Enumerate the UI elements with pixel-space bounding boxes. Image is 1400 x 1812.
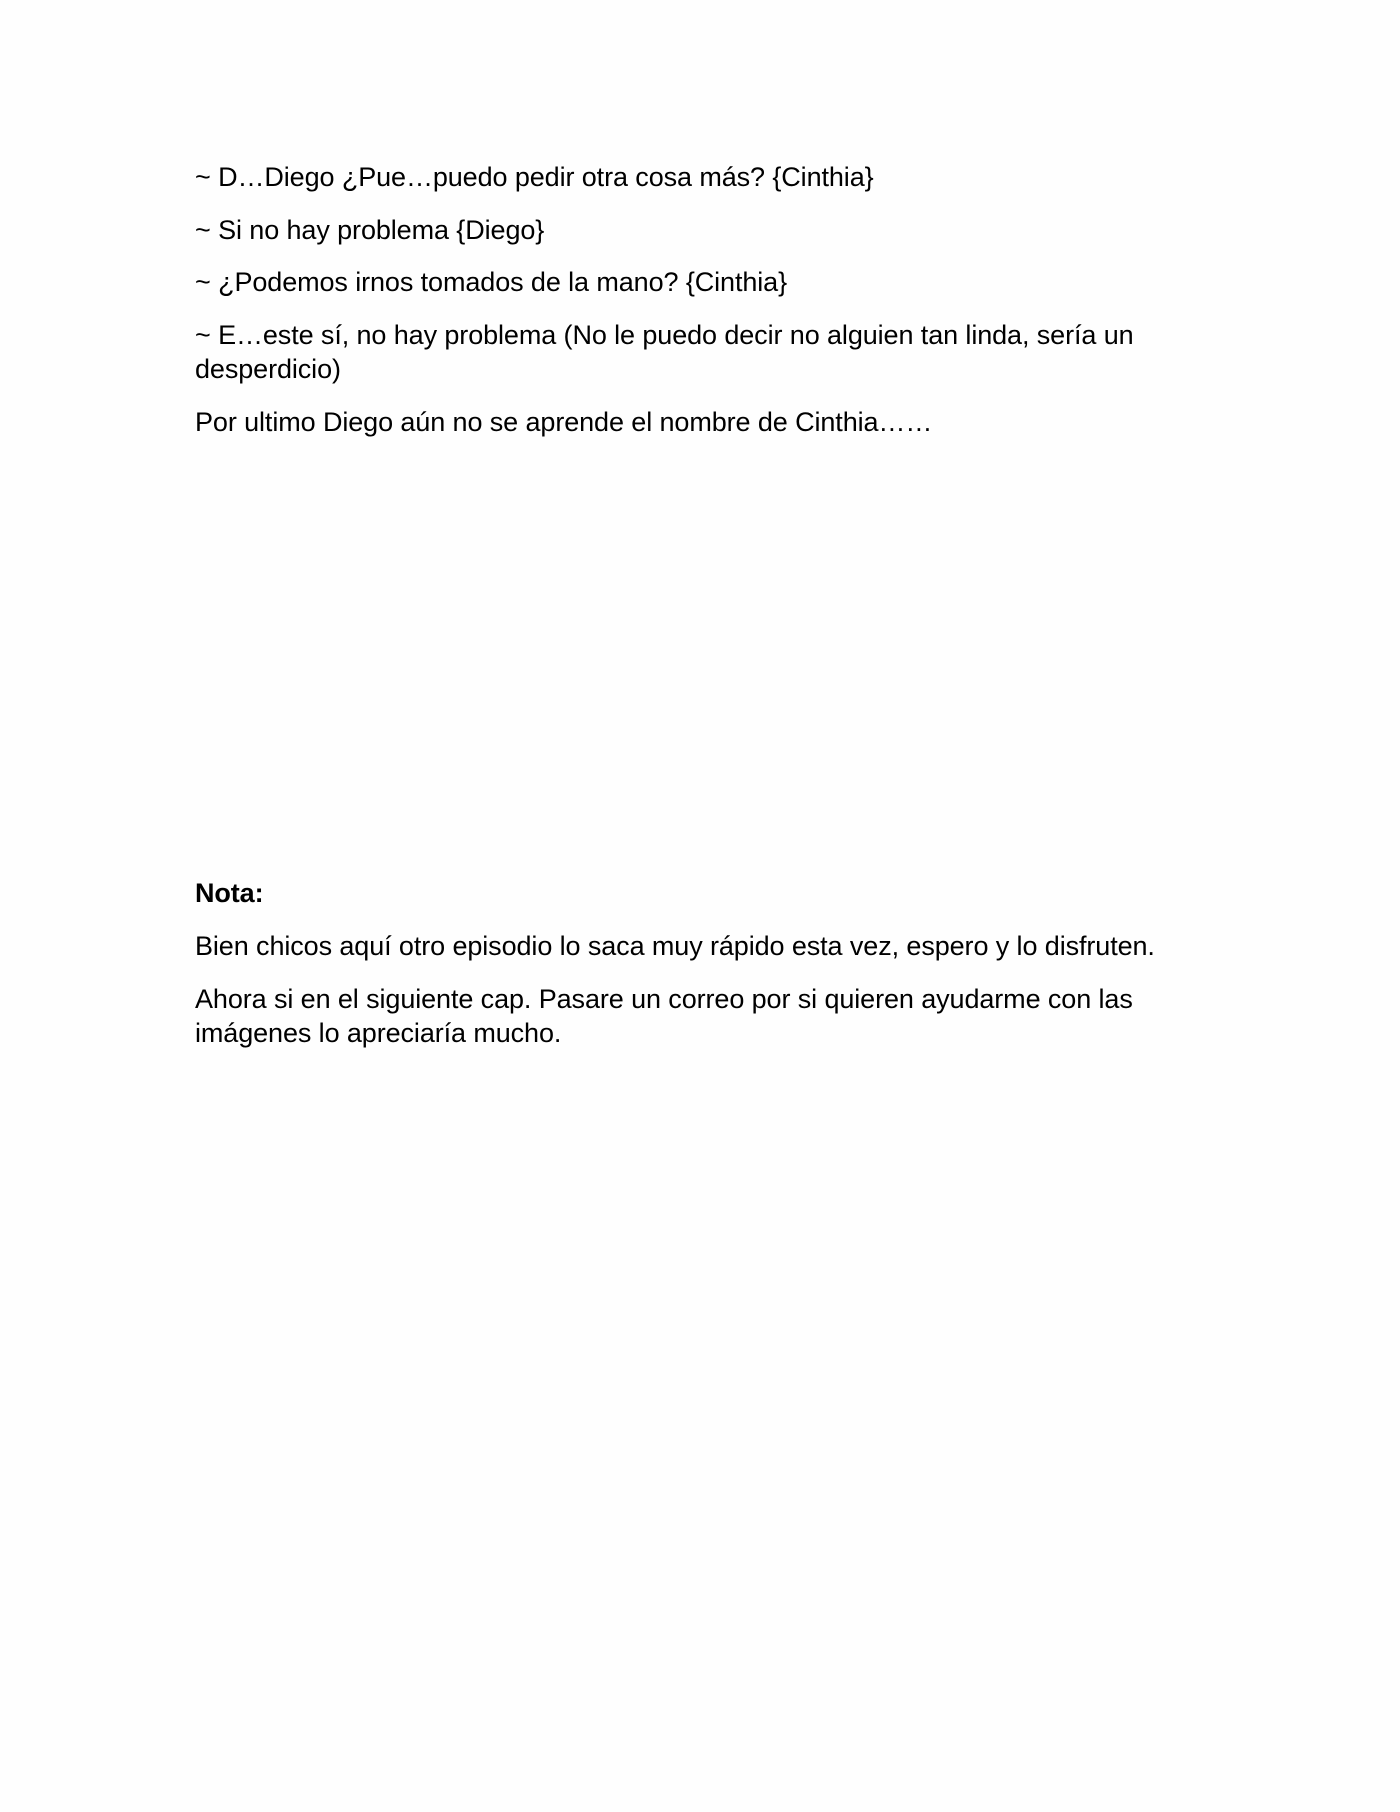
narration-line: Por ultimo Diego aún no se aprende el nombre de Cinthia…… — [195, 407, 933, 437]
note-paragraph-1: Bien chicos aquí otro episodio lo saca muy rápido esta vez, espero y lo disfruten. — [195, 931, 1155, 961]
dialogue-line-1: ~ D…Diego ¿Pue…puedo pedir otra cosa más? {Cinthia} — [195, 162, 874, 192]
dialogue-line-3: ~ ¿Podemos irnos tomados de la mano? {Cinthia} — [195, 267, 787, 297]
note-paragraph-2: Ahora si en el siguiente cap. Pasare un correo por si quieren ayudarme con las imágenes lo apreciaría mucho. — [195, 984, 1133, 1048]
dialogue-line-2: ~ Si no hay problema {Diego} — [195, 215, 545, 245]
dialogue-line-4: ~ E…este sí, no hay problema (No le puedo decir no alguien tan linda, sería un desperdicio) — [195, 320, 1134, 384]
note-title: Nota: — [195, 878, 264, 908]
